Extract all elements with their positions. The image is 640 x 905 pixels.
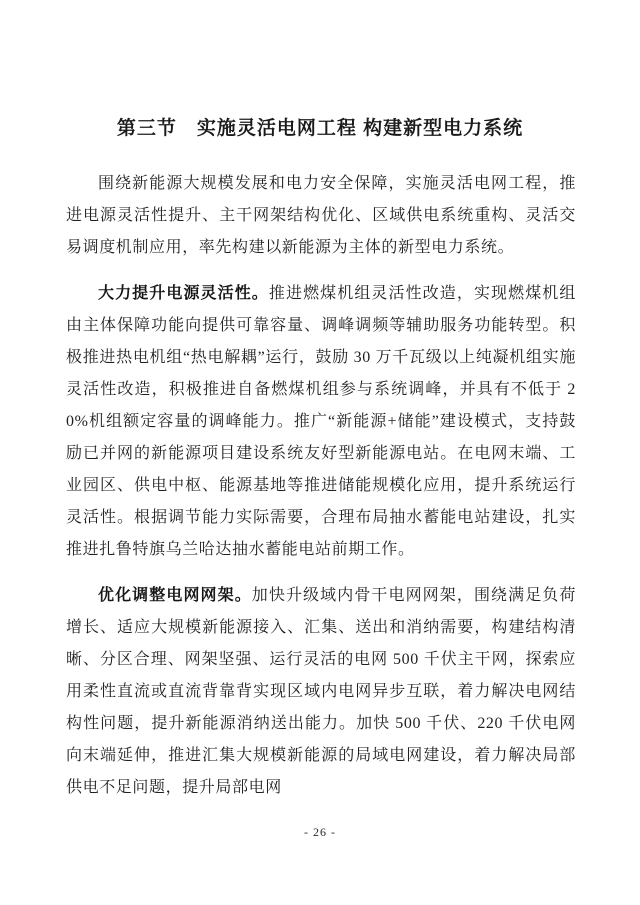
document-body (66, 168, 576, 804)
paragraph-intro (66, 168, 576, 264)
section-title: 第三节 实施灵活电网工程 构建新型电力系统 (116, 118, 524, 139)
paragraph-intro-text: 围绕新能源大规模发展和电力安全保障，实施灵活电网工程，推进电源灵活性提升、主干网架结构优化、区域供电系统重构、灵活交易调度机制应用，率先构建以新能源为主体的新型电力系统。 (66, 175, 576, 256)
paragraph-power-flexibility-lead: 大力提升电源灵活性。 (98, 285, 269, 302)
paragraph-grid-structure-text: 加快升级域内骨干电网网架，围绕满足负荷增长、适应大规模新能源接入、汇集、送出和消纳需要，构建结构清晰、分区合理、网架坚强、运行灵活的电网 500 千伏主干网，探索应用柔性直流或直流背靠背实现区域内电网异步互联，着力解决电网结构性问题，提升新能源消纳送出能力。加快 500 千伏、220 千伏电网向末端延伸，推进汇集大规模新能源的局域电网建设，着力解决局部供电不足问题，提升局部电网 (66, 587, 576, 796)
paragraph-grid-structure-lead: 优化调整电网网架。 (98, 587, 252, 604)
paragraph-power-flexibility (66, 278, 576, 566)
paragraph-grid-structure (66, 580, 576, 804)
page-number: - 26 - (304, 825, 336, 839)
paragraph-power-flexibility-text: 推进燃煤机组灵活性改造，实现燃煤机组由主体保障功能向提供可靠容量、调峰调频等辅助服务功能转型。积极推进热电机组“热电解耦”运行，鼓励 30 万千瓦级以上纯凝机组实施灵活性改造，积极推进自备燃煤机组参与系统调峰，并具有不低于 20%机组额定容量的调峰能力。推广“新能源+储能”建设模式，支持鼓励已并网的新能源项目建设系统友好型新能源电站。在电网末端、工业园区、供电中枢、能源基地等推进储能规模化应用，提升系统运行灵活性。根据调节能力实际需要，合理布局抽水蓄能电站建设，扎实推进扎鲁特旗乌兰哈达抽水蓄能电站前期工作。 (66, 285, 576, 558)
